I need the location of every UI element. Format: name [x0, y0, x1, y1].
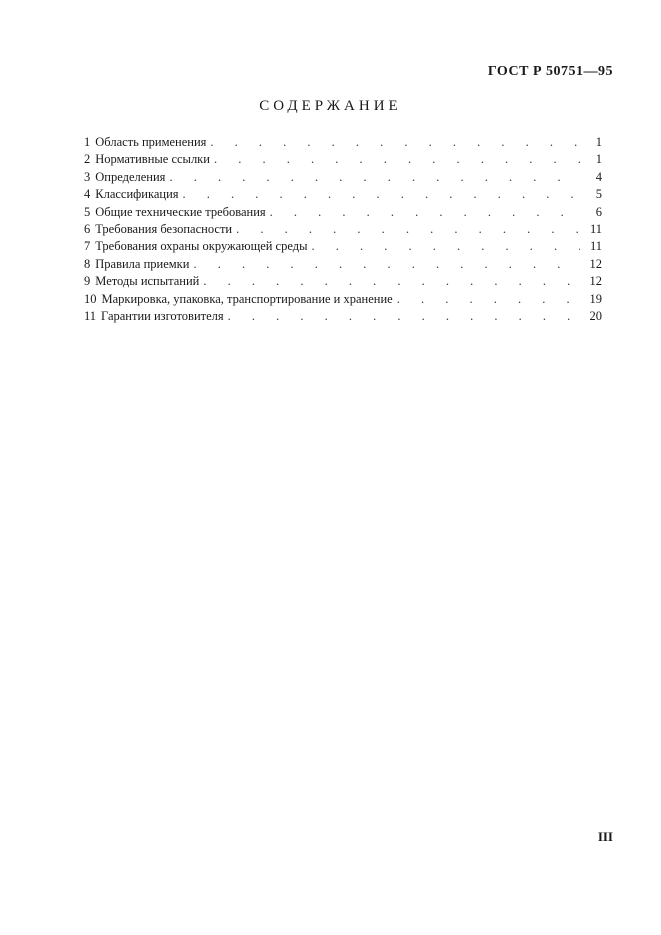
toc-item-page: 1 — [595, 135, 602, 149]
toc-item-title: Область применения — [95, 135, 207, 149]
toc-dot-leader — [203, 273, 580, 290]
toc-dot-leader — [312, 238, 581, 255]
toc-item-number: 3 — [84, 169, 91, 184]
toc-item-number: 10 — [84, 291, 97, 306]
toc-item-test-methods — [84, 273, 602, 290]
toc-item-general-requirements — [84, 204, 602, 221]
toc-dot-leader — [210, 134, 580, 151]
toc-item-definitions — [84, 169, 602, 186]
toc-item-number: 9 — [84, 274, 91, 289]
toc-item-acceptance-rules — [84, 256, 602, 273]
toc-item-manufacturer-warranty — [84, 308, 602, 325]
toc-item-title: Гарантии изготовителя — [101, 308, 224, 323]
toc-dot-leader — [270, 204, 580, 221]
toc-item-title: Нормативные ссылки — [95, 152, 210, 167]
toc-item-title: Определения — [95, 169, 166, 184]
toc-dot-leader — [193, 256, 580, 273]
toc-item-title: Методы испытаний — [95, 274, 200, 289]
toc-item-page: 1 — [595, 152, 602, 167]
toc-item-number: 5 — [84, 204, 91, 219]
toc-item-title: Общие технические требования — [95, 204, 266, 219]
toc-item-number: 4 — [84, 187, 91, 202]
toc-dot-leader — [183, 186, 580, 203]
toc-dot-leader — [214, 151, 580, 168]
toc-item-title: Классификация — [95, 187, 179, 202]
toc-item-title: Требования безопасности — [95, 221, 233, 236]
toc-item-classification — [84, 186, 602, 203]
toc-item-page: 20 — [589, 308, 602, 323]
document-code: ГОСТ Р 50751—95 — [487, 64, 613, 79]
toc-item-title: Маркировка, упаковка, транспортирование и хранение — [101, 291, 393, 306]
toc-item-number: 2 — [84, 152, 91, 167]
toc-dot-leader — [169, 169, 580, 186]
toc-item-page: 6 — [595, 204, 602, 219]
toc-item-number: 11 — [84, 308, 97, 323]
toc-item-page: 19 — [589, 291, 602, 306]
toc-item-title: Правила приемки — [95, 256, 190, 271]
toc-title: СОДЕРЖАНИЕ — [259, 98, 402, 114]
toc-dot-leader — [236, 221, 580, 238]
toc-item-normative-references — [84, 151, 602, 168]
toc-item-page: 12 — [589, 274, 602, 289]
toc-dot-leader — [228, 308, 580, 325]
page-number: III — [597, 829, 613, 844]
toc-item-safety-requirements — [84, 221, 602, 238]
toc-item-number: 8 — [84, 256, 91, 271]
toc-item-number: 6 — [84, 221, 91, 236]
toc-item-title: Требования охраны окружающей среды — [95, 239, 308, 254]
toc-item-page: 4 — [595, 169, 602, 184]
toc-item-number: 1 — [84, 135, 91, 149]
toc-item-page: 5 — [595, 187, 602, 202]
toc-item-page: 11 — [589, 221, 602, 236]
toc-item-marking-packaging — [84, 291, 602, 308]
toc-item-environmental-requirements — [84, 238, 602, 255]
toc-item-page: 12 — [589, 256, 602, 271]
toc-item-number: 7 — [84, 239, 91, 254]
toc-item-scope — [84, 134, 602, 151]
toc-dot-leader — [397, 291, 580, 308]
toc-item-page: 11 — [589, 239, 602, 254]
table-of-contents — [84, 134, 602, 325]
